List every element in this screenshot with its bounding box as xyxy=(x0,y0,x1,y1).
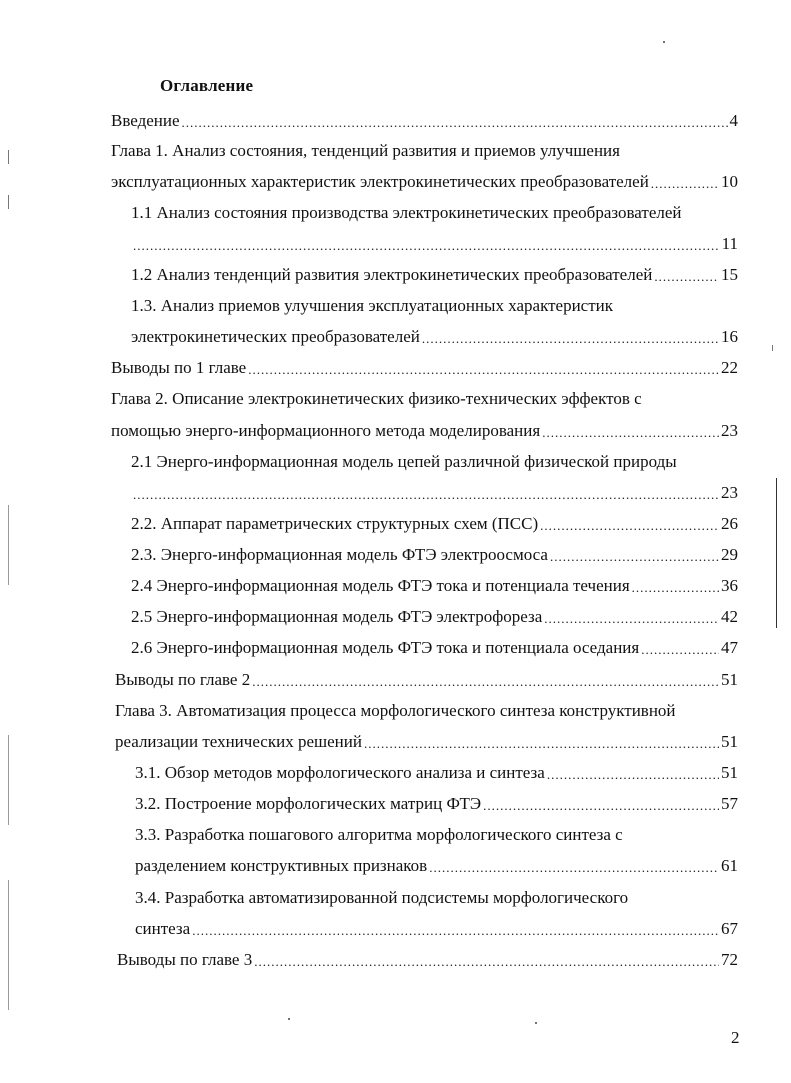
page-number: 2 xyxy=(731,1028,740,1047)
toc-entry-text: Глава 3. Автоматизация процесса морфологического синтеза конструктивной xyxy=(115,701,676,720)
toc-entry xyxy=(131,265,738,285)
toc-entry-page: 23 xyxy=(721,421,738,440)
toc-entry-text: 3.1. Обзор методов морфологического анализа и синтеза xyxy=(135,763,545,782)
toc-entry xyxy=(111,172,738,192)
toc-leader-dots xyxy=(483,797,719,814)
scan-margin-mark xyxy=(8,735,9,825)
toc-leader-dots xyxy=(547,766,719,783)
toc-entry-text: 2.2. Аппарат параметрических структурных схем (ПСС) xyxy=(131,514,539,533)
toc-entry xyxy=(131,327,738,347)
toc-entry-text: реализации технических решений xyxy=(115,732,362,751)
toc-entry-text: эксплуатационных характеристик электрокинетических преобразователей xyxy=(111,172,649,191)
toc-entry xyxy=(111,358,738,378)
toc-leader-dots xyxy=(182,114,728,131)
toc-leader-dots xyxy=(422,330,719,347)
toc-entry xyxy=(115,670,738,690)
toc-entry xyxy=(135,794,738,814)
toc-entry-text: Выводы по главе 3 xyxy=(117,950,253,969)
toc-entry xyxy=(135,763,738,783)
scan-speck xyxy=(288,1018,290,1020)
toc-entry-page: 10 xyxy=(721,172,738,191)
toc-leader-dots xyxy=(252,673,719,690)
toc-entry xyxy=(131,234,738,254)
scan-margin-mark xyxy=(8,195,9,209)
toc-entry-text: 2.6 Энерго-информационная модель ФТЭ тока и потенциала оседания xyxy=(131,638,640,657)
toc-leader-dots xyxy=(654,268,719,285)
toc-leader-dots xyxy=(540,517,719,534)
toc-entry-page: 47 xyxy=(721,638,738,657)
toc-entry-text: помощью энерго-информационного метода моделирования xyxy=(111,421,541,440)
toc-entry-text: разделением конструктивных признаков xyxy=(135,856,428,875)
toc-entry xyxy=(131,514,738,534)
toc-entry xyxy=(131,638,738,658)
toc-entry-text: Выводы по главе 2 xyxy=(115,670,251,689)
toc-entry-page: 51 xyxy=(721,670,738,689)
toc-leader-dots xyxy=(248,361,719,378)
toc-entry-page: 72 xyxy=(721,950,738,969)
toc-entry-page: 51 xyxy=(721,763,738,782)
toc-entry xyxy=(135,919,738,939)
toc-entry-page: 15 xyxy=(721,265,738,284)
toc-entry-text: 2.4 Энерго-информационная модель ФТЭ тока и потенциала течения xyxy=(131,576,630,595)
toc-entry-page: 61 xyxy=(721,856,738,875)
toc-entry-page: 42 xyxy=(721,607,738,626)
scan-speck xyxy=(535,1022,537,1024)
scan-speck xyxy=(663,41,665,43)
toc-entry-page: 57 xyxy=(721,794,738,813)
toc-entry-text: 1.2 Анализ тенденций развития электрокинетических преобразователей xyxy=(131,265,653,284)
toc-entry-text: 2.5 Энерго-информационная модель ФТЭ электрофореза xyxy=(131,607,543,626)
toc-entry xyxy=(131,607,738,627)
toc-leader-dots xyxy=(254,953,719,970)
toc-leader-dots xyxy=(544,610,719,627)
scan-margin-line xyxy=(776,478,777,628)
toc-entry xyxy=(135,856,738,876)
toc-entry xyxy=(131,483,738,503)
toc-entry-text: 3.3. Разработка пошагового алгоритма морфологического синтеза с xyxy=(135,825,623,844)
toc-entry-text: 2.3. Энерго-информационная модель ФТЭ электроосмоса xyxy=(131,545,548,564)
toc-entry xyxy=(111,421,738,441)
toc-leader-dots xyxy=(550,548,719,565)
toc-entry-text: синтеза xyxy=(135,919,191,938)
toc-entry xyxy=(131,576,738,596)
toc-entry-text: 3.2. Построение морфологических матриц ФТЭ xyxy=(135,794,482,813)
toc-entry xyxy=(111,111,738,131)
toc-leader-dots xyxy=(429,859,719,876)
toc-leader-dots xyxy=(542,424,719,441)
toc-title: Оглавление xyxy=(160,76,254,95)
toc-leader-dots xyxy=(641,641,719,658)
scan-margin-mark xyxy=(8,150,9,164)
toc-entry-text: 2.1 Энерго-информационная модель цепей различной физической природы xyxy=(131,452,677,471)
toc-leader-dots xyxy=(364,735,719,752)
toc-leader-dots xyxy=(133,237,720,254)
toc-leader-dots xyxy=(632,579,719,596)
toc-entry-text: 1.3. Анализ приемов улучшения эксплуатационных характеристик xyxy=(131,296,614,315)
toc-entry xyxy=(117,950,738,970)
toc-entry-page: 67 xyxy=(721,919,738,938)
toc-leader-dots xyxy=(192,922,719,939)
toc-entry-text: электрокинетических преобразователей xyxy=(131,327,420,346)
toc-entry-page: 51 xyxy=(721,732,738,751)
toc-entry xyxy=(115,732,738,752)
toc-entry-page: 36 xyxy=(721,576,738,595)
toc-entry-text: Глава 1. Анализ состояния, тенденций развития и приемов улучшения xyxy=(111,141,620,160)
toc-entry xyxy=(131,545,738,565)
toc-leader-dots xyxy=(133,486,719,503)
toc-entry-page: 22 xyxy=(721,358,738,377)
toc-entry-text: Глава 2. Описание электрокинетических физико-технических эффектов с xyxy=(111,389,642,408)
toc-entry-page: 26 xyxy=(721,514,738,533)
toc-entry-page: 16 xyxy=(721,327,738,346)
toc-entry-text: 3.4. Разработка автоматизированной подсистемы морфологического xyxy=(135,888,629,907)
toc-entry-text: Введение xyxy=(111,111,180,130)
toc-entry-page: 23 xyxy=(721,483,738,502)
scan-margin-mark xyxy=(8,880,9,1010)
toc-entry-page: 11 xyxy=(721,234,738,253)
scan-margin-mark xyxy=(8,505,9,585)
toc-leader-dots xyxy=(651,175,719,192)
toc-entry-text: Выводы по 1 главе xyxy=(111,358,247,377)
toc-entry-page: 29 xyxy=(721,545,738,564)
toc-entry-page: 4 xyxy=(729,111,738,130)
toc-entry-text: 1.1 Анализ состояния производства электрокинетических преобразователей xyxy=(131,203,682,222)
scan-margin-mark xyxy=(772,345,773,351)
